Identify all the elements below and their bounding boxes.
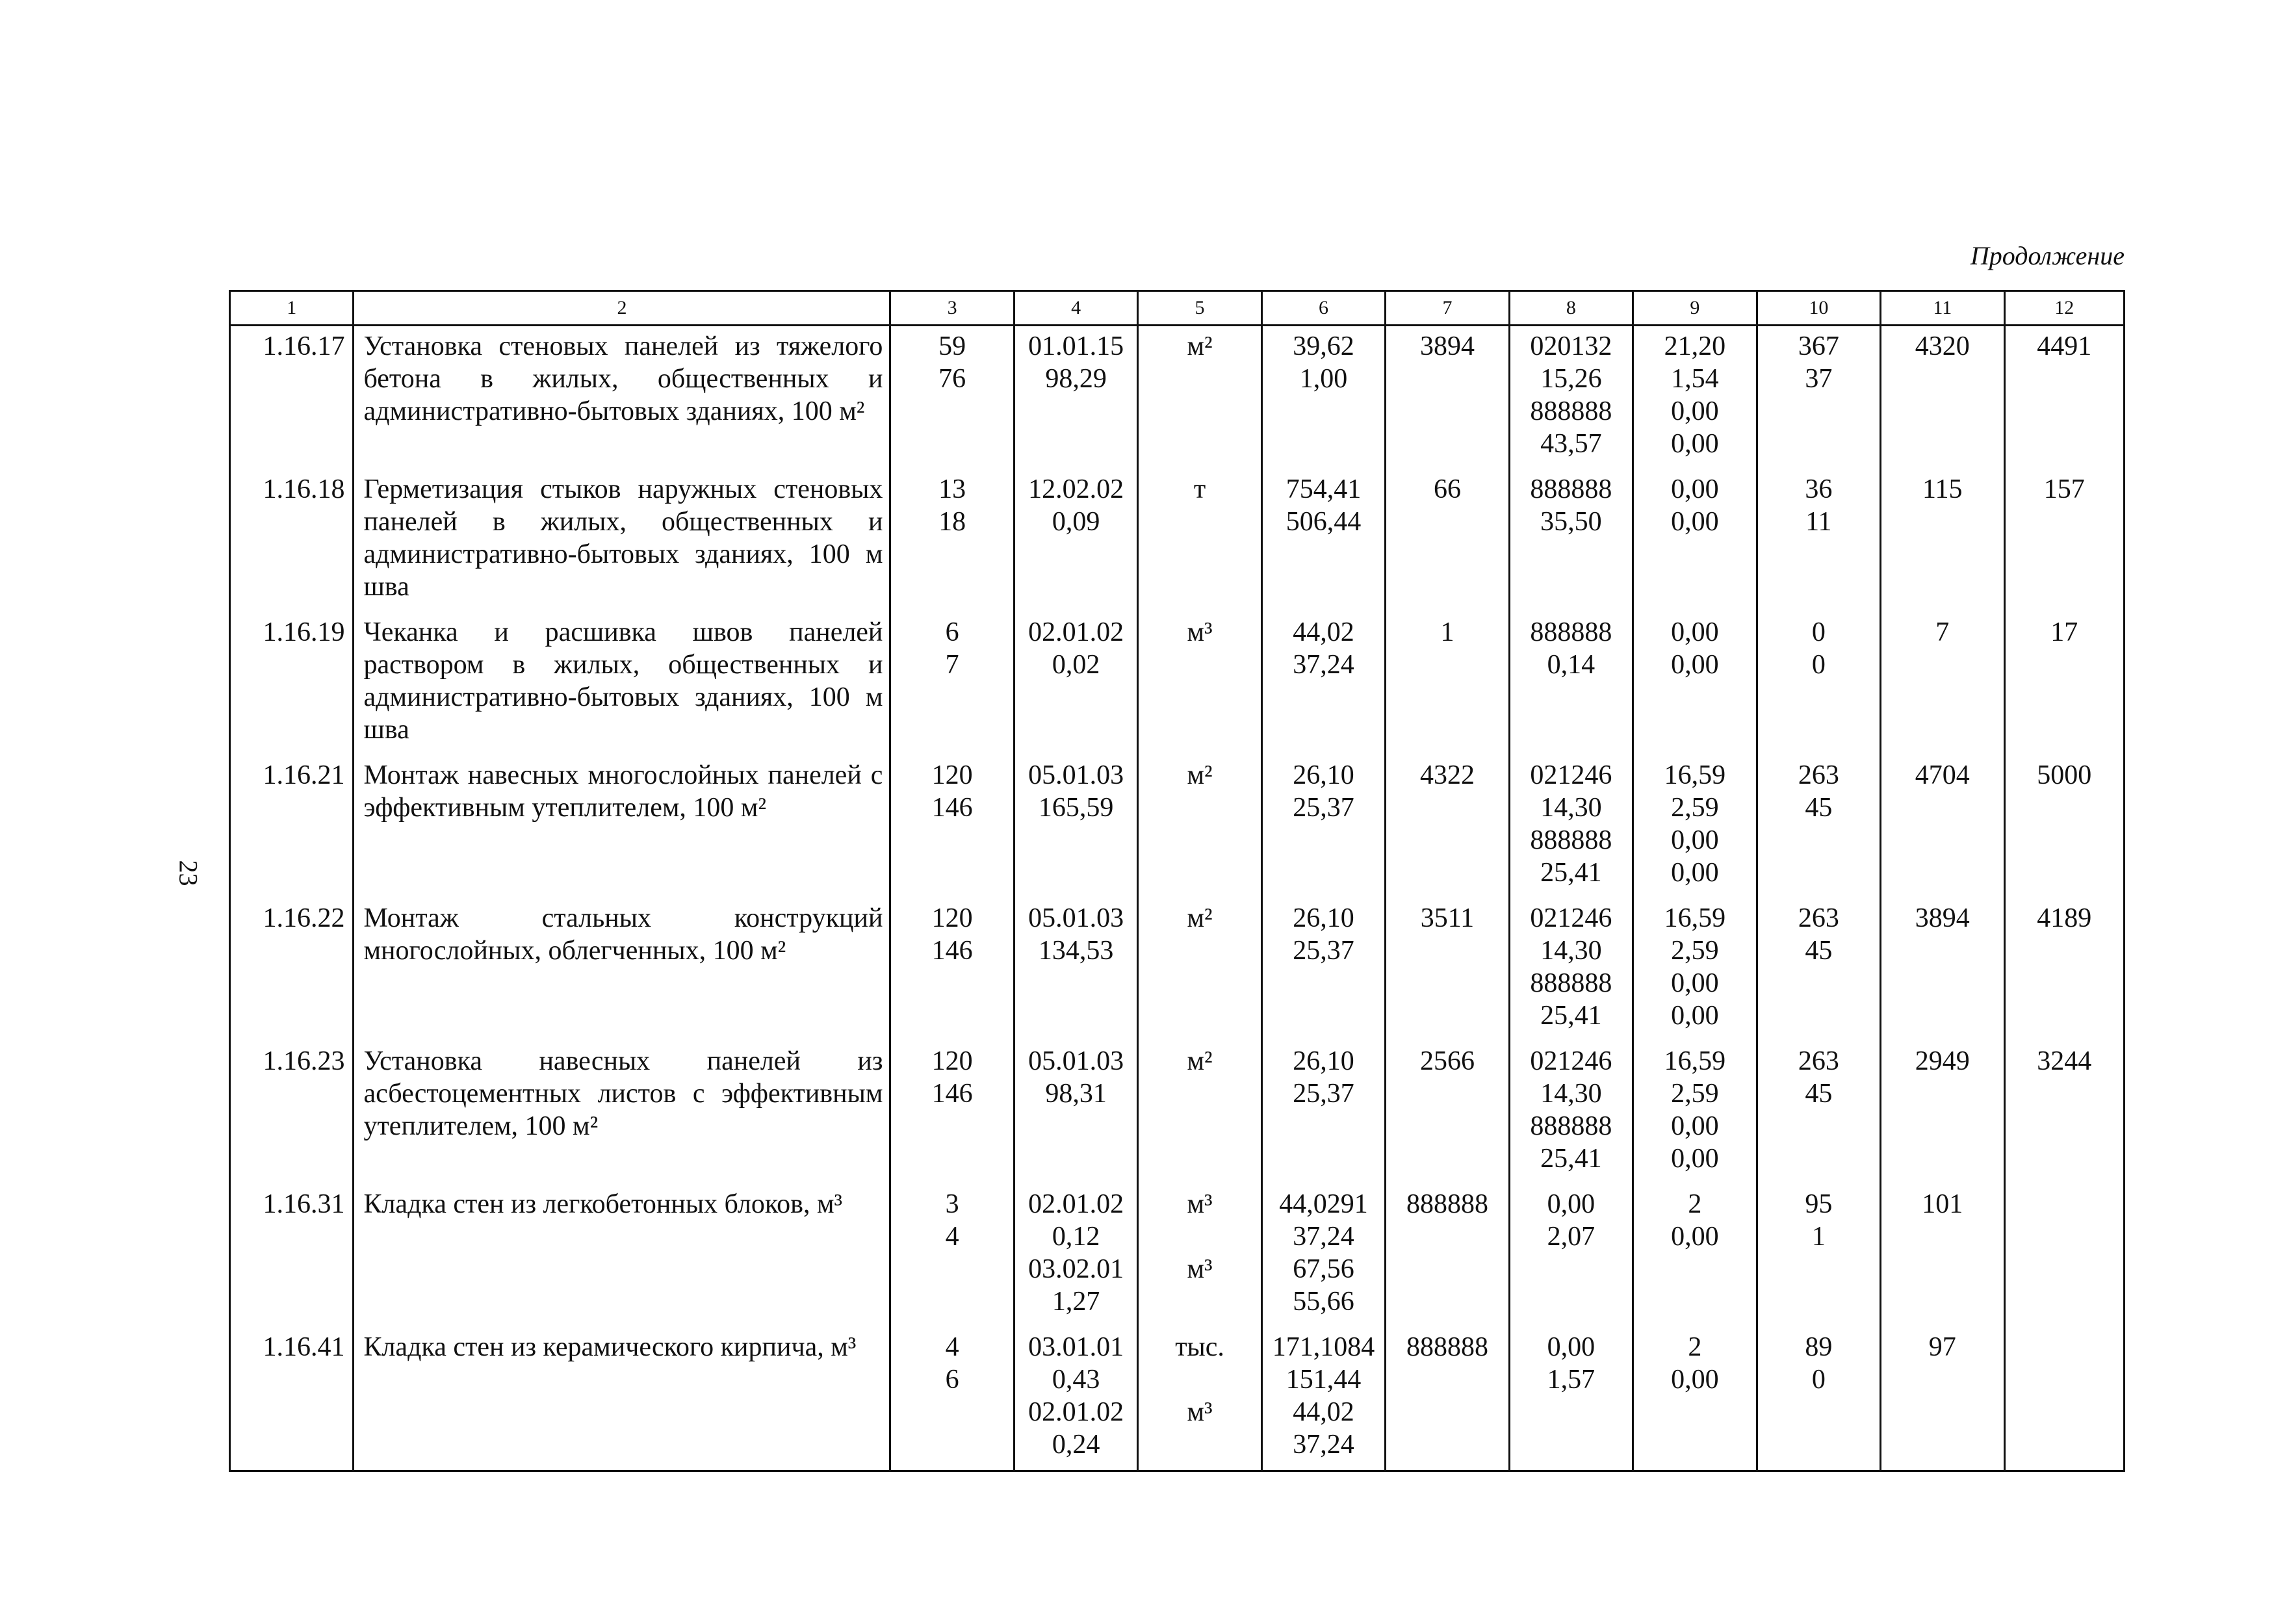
cell-12: 3244 xyxy=(2004,1041,2125,1184)
column-header: 10 xyxy=(1757,291,1880,326)
cell-10: 263 45 xyxy=(1757,898,1880,1041)
row-code: 1.16.23 xyxy=(230,1041,354,1184)
cell-3: 59 76 xyxy=(890,326,1014,470)
cell-8: 888888 0,14 xyxy=(1509,612,1633,755)
cell-3: 6 7 xyxy=(890,612,1014,755)
cell-12: 17 xyxy=(2004,612,2125,755)
cell-9: 16,59 2,59 0,00 0,00 xyxy=(1633,1041,1757,1184)
cell-11: 3894 xyxy=(1881,898,2004,1041)
cell-9: 21,20 1,54 0,00 0,00 xyxy=(1633,326,1757,470)
row-description: Монтаж навесных многослойных панелей с эффективным утеплителем, 100 м² xyxy=(354,755,890,898)
row-code: 1.16.22 xyxy=(230,898,354,1041)
cell-9: 2 0,00 xyxy=(1633,1184,1757,1327)
cell-11: 101 xyxy=(1881,1184,2004,1327)
cell-8: 021246 14,30 888888 25,41 xyxy=(1509,755,1633,898)
cell-10: 95 1 xyxy=(1757,1184,1880,1327)
cell-9: 2 0,00 xyxy=(1633,1327,1757,1471)
cell-12: 4491 xyxy=(2004,326,2125,470)
column-header: 9 xyxy=(1633,291,1757,326)
continuation-label: Продолжение xyxy=(1970,241,2125,270)
table-row xyxy=(230,898,2125,1041)
column-header: 11 xyxy=(1881,291,2004,326)
cell-6: 26,10 25,37 xyxy=(1261,755,1385,898)
cell-5: тыс. м³ xyxy=(1138,1327,1261,1471)
column-header: 4 xyxy=(1014,291,1137,326)
cell-7: 3894 xyxy=(1386,326,1509,470)
table-row xyxy=(230,1041,2125,1184)
table-row xyxy=(230,1184,2125,1327)
cell-11: 7 xyxy=(1881,612,2004,755)
cell-5: м² xyxy=(1138,755,1261,898)
row-code: 1.16.18 xyxy=(230,469,354,612)
cell-3: 3 4 xyxy=(890,1184,1014,1327)
cell-11: 115 xyxy=(1881,469,2004,612)
column-header-row xyxy=(230,291,2125,326)
column-header: 6 xyxy=(1261,291,1385,326)
row-code: 1.16.17 xyxy=(230,326,354,470)
cell-8: 021246 14,30 888888 25,41 xyxy=(1509,1041,1633,1184)
cell-5: м³ xyxy=(1138,612,1261,755)
table-row xyxy=(230,612,2125,755)
column-header: 8 xyxy=(1509,291,1633,326)
row-code: 1.16.31 xyxy=(230,1184,354,1327)
cell-7: 4322 xyxy=(1386,755,1509,898)
row-code: 1.16.19 xyxy=(230,612,354,755)
cell-4: 02.01.02 0,12 03.02.01 1,27 xyxy=(1014,1184,1137,1327)
table-row xyxy=(230,469,2125,612)
cell-7: 66 xyxy=(1386,469,1509,612)
cell-9: 0,00 0,00 xyxy=(1633,469,1757,612)
cell-5: м² xyxy=(1138,898,1261,1041)
cell-4: 03.01.01 0,43 02.01.02 0,24 xyxy=(1014,1327,1137,1471)
cell-10: 263 45 xyxy=(1757,1041,1880,1184)
cell-9: 16,59 2,59 0,00 0,00 xyxy=(1633,898,1757,1041)
cell-4: 02.01.02 0,02 xyxy=(1014,612,1137,755)
cell-7: 888888 xyxy=(1386,1184,1509,1327)
column-header: 1 xyxy=(230,291,354,326)
cell-8: 021246 14,30 888888 25,41 xyxy=(1509,898,1633,1041)
column-header: 2 xyxy=(354,291,890,326)
cell-4: 05.01.03 134,53 xyxy=(1014,898,1137,1041)
row-description: Монтаж стальных конструкций многослойных, облегченных, 100 м² xyxy=(354,898,890,1041)
table-row xyxy=(230,326,2125,470)
cell-4: 01.01.15 98,29 xyxy=(1014,326,1137,470)
cell-6: 26,10 25,37 xyxy=(1261,898,1385,1041)
row-description: Герметизация стыков наружных стеновых панелей в жилых, общественных и административно-бытовых зданиях, 100 м шва xyxy=(354,469,890,612)
column-header: 7 xyxy=(1386,291,1509,326)
cell-5: м³ м³ xyxy=(1138,1184,1261,1327)
cell-5: т xyxy=(1138,469,1261,612)
cell-3: 4 6 xyxy=(890,1327,1014,1471)
row-description: Кладка стен из легкобетонных блоков, м³ xyxy=(354,1184,890,1327)
row-code: 1.16.41 xyxy=(230,1327,354,1471)
row-description: Установка стеновых панелей из тяжелого бетона в жилых, общественных и административно-бытовых зданиях, 100 м² xyxy=(354,326,890,470)
table-row xyxy=(230,755,2125,898)
cell-7: 2566 xyxy=(1386,1041,1509,1184)
cell-10: 89 0 xyxy=(1757,1327,1880,1471)
cell-10: 367 37 xyxy=(1757,326,1880,470)
cell-12: 5000 xyxy=(2004,755,2125,898)
cell-7: 1 xyxy=(1386,612,1509,755)
cell-8: 0,00 2,07 xyxy=(1509,1184,1633,1327)
cell-8: 020132 15,26 888888 43,57 xyxy=(1509,326,1633,470)
cell-10: 36 11 xyxy=(1757,469,1880,612)
cell-11: 97 xyxy=(1881,1327,2004,1471)
column-header: 12 xyxy=(2004,291,2125,326)
cell-4: 12.02.02 0,09 xyxy=(1014,469,1137,612)
cell-8: 888888 35,50 xyxy=(1509,469,1633,612)
cell-4: 05.01.03 165,59 xyxy=(1014,755,1137,898)
cell-6: 39,62 1,00 xyxy=(1261,326,1385,470)
cell-3: 120 146 xyxy=(890,898,1014,1041)
cell-12 xyxy=(2004,1327,2125,1471)
cell-7: 3511 xyxy=(1386,898,1509,1041)
cell-3: 120 146 xyxy=(890,1041,1014,1184)
cell-3: 13 18 xyxy=(890,469,1014,612)
cell-8: 0,00 1,57 xyxy=(1509,1327,1633,1471)
cell-10: 0 0 xyxy=(1757,612,1880,755)
cell-9: 16,59 2,59 0,00 0,00 xyxy=(1633,755,1757,898)
cell-3: 120 146 xyxy=(890,755,1014,898)
row-description: Установка навесных панелей из асбестоцементных листов с эффективным утеплителем, 100 м² xyxy=(354,1041,890,1184)
cell-12: 157 xyxy=(2004,469,2125,612)
cell-6: 44,02 37,24 xyxy=(1261,612,1385,755)
column-header: 3 xyxy=(890,291,1014,326)
cell-4: 05.01.03 98,31 xyxy=(1014,1041,1137,1184)
row-code: 1.16.21 xyxy=(230,755,354,898)
cell-6: 44,0291 37,24 67,56 55,66 xyxy=(1261,1184,1385,1327)
cell-11: 4704 xyxy=(1881,755,2004,898)
cell-6: 171,1084 151,44 44,02 37,24 xyxy=(1261,1327,1385,1471)
cell-5: м² xyxy=(1138,326,1261,470)
cell-10: 263 45 xyxy=(1757,755,1880,898)
cell-12 xyxy=(2004,1184,2125,1327)
page-number: 23 xyxy=(174,860,203,886)
cell-5: м² xyxy=(1138,1041,1261,1184)
cell-7: 888888 xyxy=(1386,1327,1509,1471)
cell-6: 754,41 506,44 xyxy=(1261,469,1385,612)
cell-11: 2949 xyxy=(1881,1041,2004,1184)
rates-table xyxy=(229,290,2125,1472)
row-description: Кладка стен из керамического кирпича, м³ xyxy=(354,1327,890,1471)
cell-9: 0,00 0,00 xyxy=(1633,612,1757,755)
cell-6: 26,10 25,37 xyxy=(1261,1041,1385,1184)
cell-11: 4320 xyxy=(1881,326,2004,470)
row-description: Чеканка и расшивка швов панелей раствором в жилых, общественных и административно-бытовых зданиях, 100 м шва xyxy=(354,612,890,755)
column-header: 5 xyxy=(1138,291,1261,326)
cell-12: 4189 xyxy=(2004,898,2125,1041)
table-row xyxy=(230,1327,2125,1471)
